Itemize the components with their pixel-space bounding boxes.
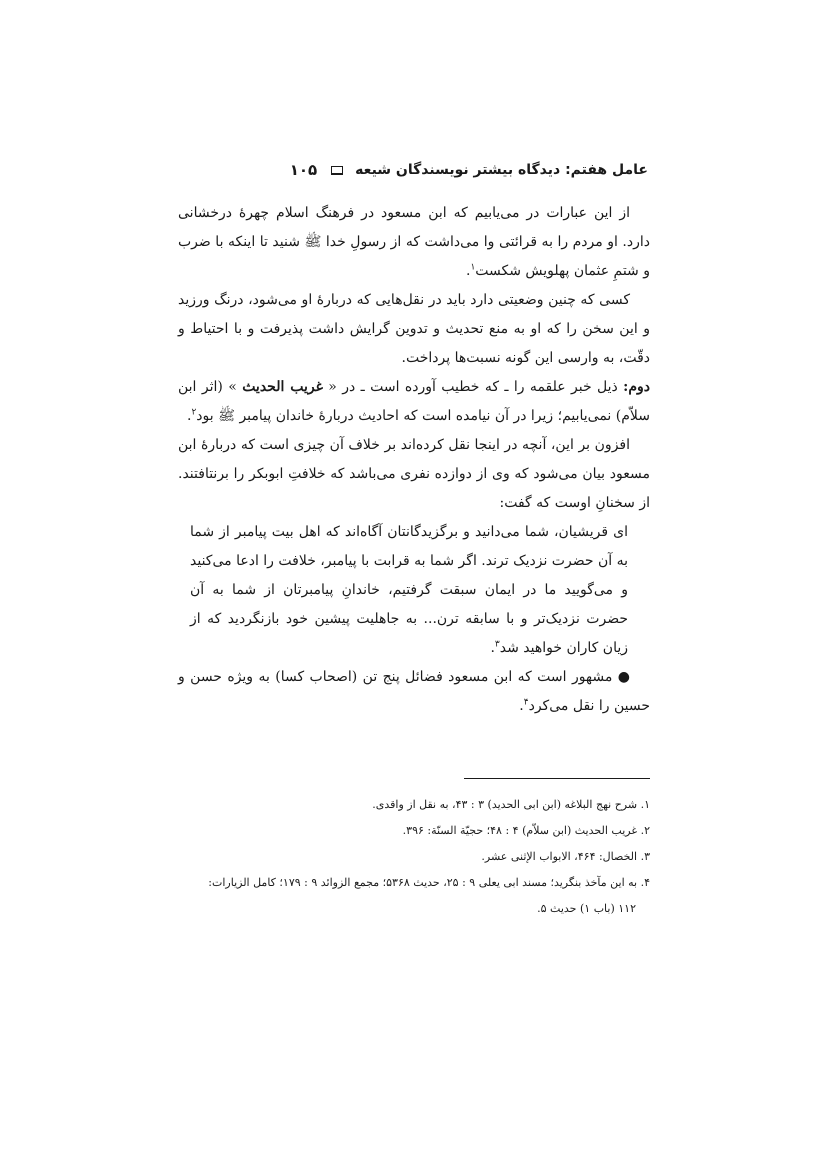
paragraph-4: افزون بر این، آنچه در اینجا نقل کرده‌اند بر خلاف آن چیزی است که دربارهٔ ابن مسعود بیان می‌شود که وی از دوازده نفری می‌باشد که خلافتِ ابوبکر را برنتافتند. از سخنانِ اوست که گفت: (178, 437, 650, 511)
bullet-text: ● مشهور است که ابن مسعود فضائل پنج تن (اصحاب کسا) به ویژه حسن و حسین را نقل می‌کرد (178, 669, 650, 714)
block-quote-text: ای قریشیان، شما می‌دانید و برگزیدگانتان آگاه‌اند که اهل بیت پیامبر از شما به آن حضرت نزدیک ترند. اگر شما به قرابت با پیامبر، خلافت را ادعا می‌کنید و می‌گویید ما در ایمان سبقت گرفتیم، خاندانِ پیامبرتان از شما به آن حضرت نزدیک‌تر و با سابقه ترن... به جاهلیت پیشین خود بازنگردید که از زیان کاران خواهید شد (190, 524, 628, 656)
book-title: غریب الحدیث (242, 379, 323, 395)
paragraph-3: دوم: ذیل خبر علقمه را ـ که خطیب آورده است ـ در « غریب الحدیث » (اثر ابن سلاّم) نمی‌یابیم؛ زیرا در آن نیامده است که احادیث دربارهٔ خاندان پیامبر ﷺ بود$^۲$. (178, 379, 650, 424)
paragraph-3-text-b: » (اثر ابن سلاّم) نمی‌یابیم؛ زیرا در آن نیامده است که احادیث دربارهٔ خاندان پیامبر ﷺ بود (178, 379, 650, 424)
footnote-ref-4: ۴ (523, 697, 529, 708)
bullet-paragraph: ● مشهور است که ابن مسعود فضائل پنج تن (اصحاب کسا) به ویژه حسن و حسین را نقل می‌کرد$^۴$. (178, 669, 650, 714)
paragraph-1: از این عبارات در می‌یابیم که ابن مسعود در فرهنگ اسلام چهرهٔ درخشانی دارد. او مردم را به قرائتی وا می‌داشت که از رسولِ خدا ﷺ شنید تا اینکه با ضرب و شتمِ عثمان پهلویش شکست$^۱$. (178, 205, 650, 279)
paragraph-2: کسی که چنین وضعیتی دارد باید در نقل‌هایی که دربارهٔ او می‌شود، درنگ ورزید و این سخن را که او به منع تحدیث و تدوین گرایش داشت پذیرفت و با احتیاط و دقّت، به وارسی این گونه نسبت‌ها پرداخت. (178, 292, 650, 366)
footnote-separator (464, 778, 650, 779)
square-box-icon (331, 166, 343, 175)
block-quote: ای قریشیان، شما می‌دانید و برگزیدگانتان آگاه‌اند که اهل بیت پیامبر از شما به آن حضرت نزدیک ترند. اگر شما به قرابت با پیامبر، خلافت را ادعا می‌کنید و می‌گویید ما در ایمان سبقت گرفتیم، خاندانِ پیامبرتان از شما به آن حضرت نزدیک‌تر و با سابقه ترن... به جاهلیت پیشین خود بازنگردید که از زیان کاران خواهید شد$^۳$. (190, 524, 628, 656)
footnote-ref-1: ۱ (470, 262, 476, 273)
point-label: دوم: (623, 379, 650, 395)
footnote-3: ۳. الخصال: ۴۶۴، الابواب الإثنی عشر. (481, 850, 650, 863)
footnote-1: ۱. شرح نهج البلاغه (ابن ابی الحدید) ۳ : ۴۳، به نقل از واقدی. (372, 798, 650, 811)
footnote-4-continued: ۱۱۲ (باب ۱) حدیث ۵. (537, 902, 636, 915)
paragraph-3-text-a: ذیل خبر علقمه را ـ که خطیب آورده است ـ در « (328, 379, 618, 395)
footnote-2: ۲. غریب الحدیث (ابن سلاّم) ۴ : ۴۸؛ حجیّة السنّة: ۳۹۶. (402, 824, 650, 837)
footnote-ref-2: ۲ (191, 407, 197, 418)
paragraph-1-text: از این عبارات در می‌یابیم که ابن مسعود در فرهنگ اسلام چهرهٔ درخشانی دارد. او مردم را به قرائتی وا می‌داشت که از رسولِ خدا ﷺ شنید تا اینکه با ضرب و شتمِ عثمان پهلویش شکست (178, 205, 650, 279)
footnotes (178, 792, 650, 922)
main-text (178, 199, 650, 721)
footnote-4: ۴. به این مآخذ بنگرید؛ مسند ابی یعلی ۹ : ۲۵، حدیث ۵۳۶۸؛ مجمع الزوائد ۹ : ۱۷۹؛ کامل الزیارات: (208, 876, 650, 889)
running-header (178, 157, 648, 183)
chapter-title: عامل هفتم: دیدگاه بیشتر نویسندگان شیعه (355, 162, 648, 178)
footnote-ref-3: ۳ (494, 639, 500, 650)
page-number: ۱۰۵ (289, 161, 318, 179)
